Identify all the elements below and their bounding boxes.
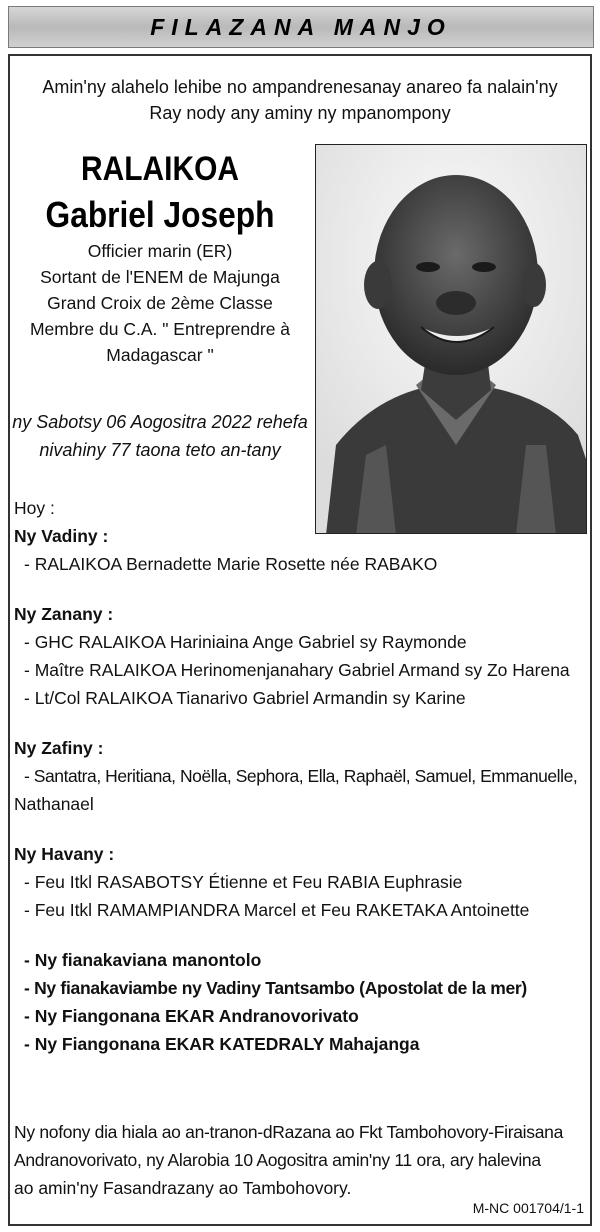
havany-heading: Ny Havany : (14, 844, 115, 864)
title-line: Officier marin (ER) (87, 241, 233, 261)
list-item: - Lt/Col RALAIKOA Tianarivo Gabriel Armandin sy Karine (24, 688, 466, 708)
intro-line-1: Amin'ny alahelo lehibe no ampandrenesanay anareo fa nalain'ny (42, 77, 558, 97)
list-item: Nathanael (14, 794, 94, 814)
deceased-titles (10, 238, 310, 368)
list-item: - Feu Itkl RAMAMPIANDRA Marcel et Feu RAKETAKA Antoinette (24, 900, 530, 920)
zafiny-heading: Ny Zafiny : (14, 738, 104, 758)
funeral-line-2: Andranovorivato, ny Alarobia 10 Aogositra amin'ny 11 ora, ary halevina (14, 1150, 541, 1170)
deceased-surname: RALAIKOA (81, 150, 239, 188)
list-item: - Feu Itkl RASABOTSY Étienne et Feu RABIA Euphrasie (24, 872, 463, 892)
list-item: - GHC RALAIKOA Hariniaina Ange Gabriel sy Raymonde (24, 632, 467, 652)
death-line-1: ny Sabotsy 06 Aogositra 2022 rehefa (12, 412, 308, 432)
list-item: - Ny Fiangonana EKAR Andranovorivato (24, 1006, 359, 1026)
header-banner (8, 6, 594, 48)
family-list (14, 494, 586, 1058)
list-item: - Ny Fiangonana EKAR KATEDRALY Mahajanga (24, 1034, 420, 1054)
list-item: - Ny fianakaviana manontolo (24, 950, 262, 970)
title-line: Membre du C.A. " Entreprendre à (29, 319, 291, 339)
vadiny-heading: Ny Vadiny : (14, 526, 109, 546)
title-line: Grand Croix de 2ème Classe (47, 293, 273, 313)
list-item: - RALAIKOA Bernadette Marie Rosette née RABAKO (24, 554, 438, 574)
death-line-2: nivahiny 77 taona teto an-tany (39, 440, 281, 460)
portrait-photo (315, 144, 587, 534)
funeral-line-1: Ny nofony dia hiala ao an-tranon-dRazana ao Fkt Tambohovory-Firaisana (14, 1122, 564, 1142)
title-line: Sortant de l'ENEM de Majunga (40, 267, 280, 287)
death-notice (10, 408, 310, 464)
list-item: - Ny fianakaviambe ny Vadiny Tantsambo (Apostolat de la mer) (24, 978, 527, 998)
funeral-details (14, 1118, 584, 1202)
list-item: - Santatra, Heritiana, Noëlla, Sephora, Ella, Raphaël, Samuel, Emmanuelle, (24, 766, 578, 786)
title-line: Madagascar " (106, 345, 214, 365)
intro-line-2: Ray nody any aminy ny mpanompony (149, 103, 451, 123)
zanany-heading: Ny Zanany : (14, 604, 114, 624)
funeral-line-3: ao amin'ny Fasandrazany ao Tambohovory. (14, 1178, 352, 1198)
portrait-image (316, 145, 587, 534)
deceased-given-names: Gabriel Joseph (45, 194, 275, 235)
family-intro: Hoy : (14, 498, 55, 518)
header-title: FILAZANA MANJO (150, 13, 452, 40)
notice-frame (8, 54, 592, 1226)
intro-text (10, 74, 590, 126)
list-item: - Maître RALAIKOA Herinomenjanahary Gabriel Armand sy Zo Harena (24, 660, 570, 680)
reference-code: M-NC 001704/1-1 (472, 1200, 584, 1216)
